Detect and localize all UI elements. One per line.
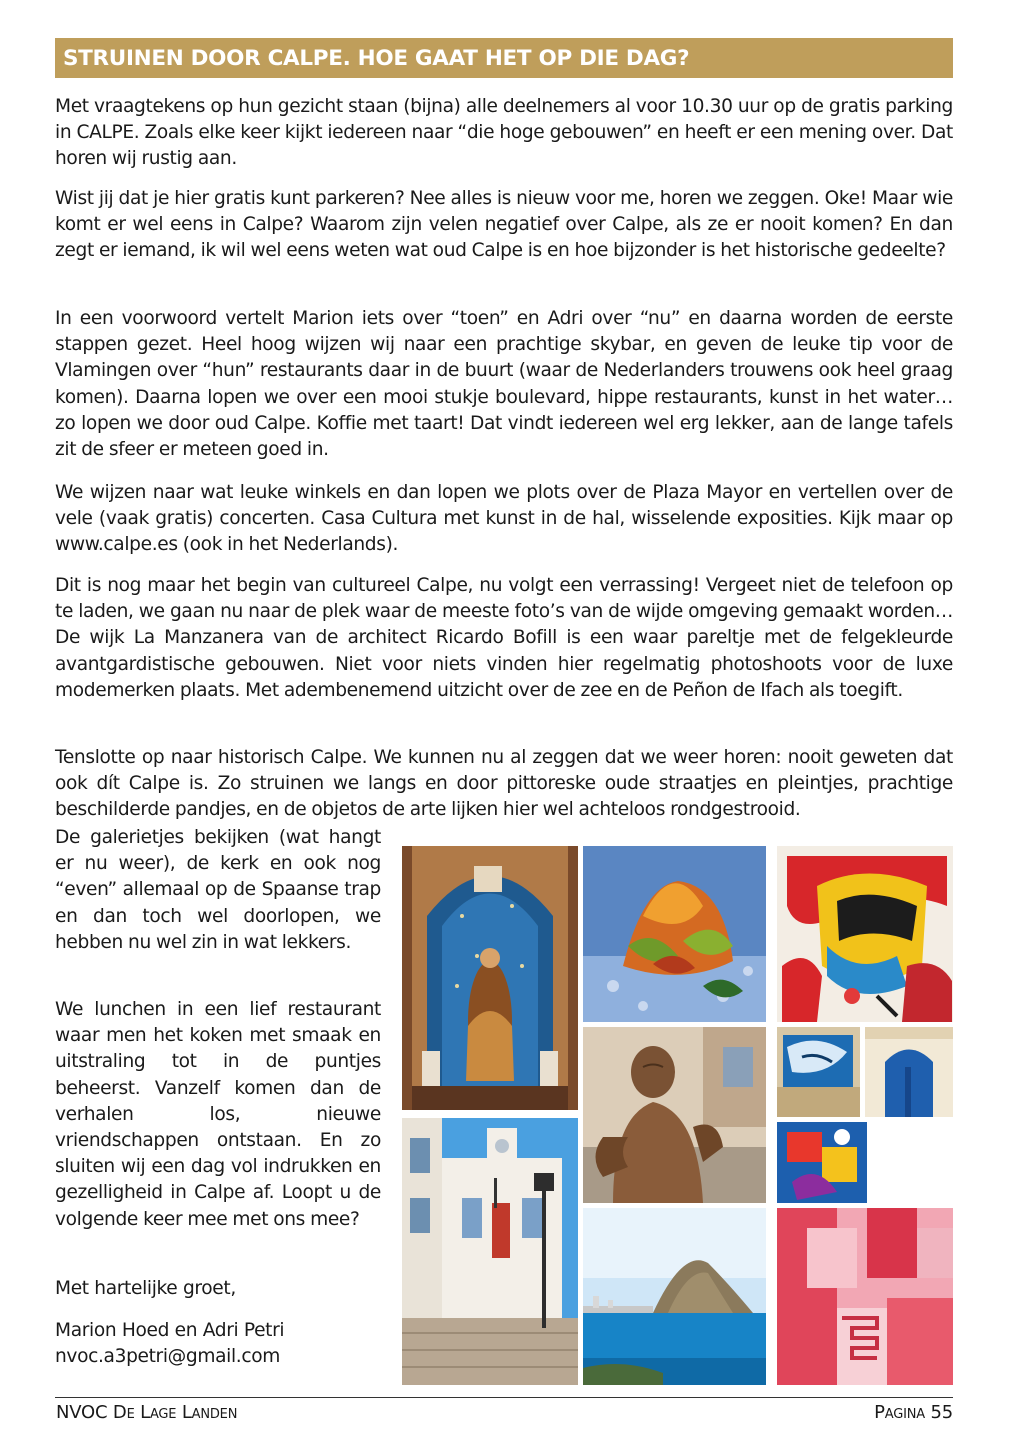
column-paragraph-1: De galerietjes bekijken (wat hangt er nu weer), de kerk en ook nog “even” allemaal op de Spaanse trap en dan toch wel doorlopen, we hebben nu wel zin in wat lekkers. <box>55 827 381 953</box>
photo-blue-art <box>777 1027 860 1117</box>
column-paragraph-2: We lunchen in een lief restaurant waar men het koken met smaak en uitstraling tot in de puntjes beheerst. Vanzelf komen dan de verhalen los, nieuwe vriendschappen ontstaan. En zo sluiten wij een dag vol indrukken en gezelligheid in Calpe af. Loopt u de volgende keer mee met ons mee? <box>55 999 381 1230</box>
footer-divider <box>55 1397 953 1398</box>
signature-names: Marion Hoed en Adri Petri <box>55 1320 285 1341</box>
photo-mural <box>777 1122 867 1203</box>
paragraph-6: Tenslotte op naar historisch Calpe. We kunnen nu al zeggen dat we weer horen: nooit geweten dat ook dít Calpe is. Zo struinen we langs en door pittoreske oude straatjes en pleintjes, prachtige beschilderde pandjes, en de objetos de arte lijken hier wel achteloos rondgestrooid. <box>55 747 953 821</box>
article-title: STRUINEN DOOR CALPE. HOE GAAT HET OP DIE DAG? <box>55 38 953 78</box>
footer-page-number: Pagina 55 <box>874 1402 953 1423</box>
paragraph-4: We wijzen naar wat leuke winkels en dan lopen we plots over de Plaza Mayor en vertellen over de vele (vaak gratis) concerten. Casa Cultura met kunst in de hal, wisselende exposities. Kijk maar op www.calpe.es (ook in het Nederlands). <box>55 482 953 556</box>
paragraph-1: Met vraagtekens op hun gezicht staan (bijna) alle deelnemers al voor 10.30 uur op de gratis parking in CALPE. Zoals elke keer kijkt iedereen naar “die hoge gebouwen” en heeft er een mening over. Dat horen wij rustig aan. <box>55 96 953 170</box>
paragraph-5: Dit is nog maar het begin van cultureel Calpe, nu volgt een verrassing! Vergeet niet de telefoon op te laden, we gaan nu naar de plek waar de meeste foto’s van de wijde omgeving gemaakt worden… De wijk La Manzanera van de architect Ricardo Bofill is een waar pareltje met de felgekleurde avantgardistische gebouwen. Niet voor niets vinden hier regelmatig photoshoots voor de luxe modemerken plaats. Met adembenemend uitzicht over de zee en de Peñon de Ifach als toegift. <box>55 575 953 701</box>
photo-bronze-statue <box>583 1027 766 1203</box>
photo-church-statue <box>402 846 578 1110</box>
photo-muralla-roja <box>777 1208 953 1385</box>
photo-penon-de-ifach <box>583 1208 766 1385</box>
photo-town-hall <box>402 1118 578 1385</box>
footer-publication-name: NVOC De Lage Landen <box>56 1402 238 1423</box>
paragraph-3: In een voorwoord vertelt Marion iets over “toen” en Adri over “nu” en daarna worden de eerste stappen gezet. Heel hoog wijzen wij naar een prachtige skybar, en geven de leuke tip voor de Vlamingen over “hun” restaurants daar in de buurt (waar de Nederlanders trouwens ook heel graag komen). Daarna lopen we over een mooi stukje boulevard, hippe restaurants, kunst in het water… zo lopen we door oud Calpe. Koffie met taart! Dat vindt iedereen wel erg lekker, aan de lange tafels zit de sfeer er meteen goed in. <box>55 308 953 461</box>
paragraph-2: Wist jij dat je hier gratis kunt parkeren? Nee alles is nieuw voor me, horen we zeggen. Oke! Maar wie komt er wel eens in Calpe? Waarom zijn velen negatief over Calpe, als ze er nooit komen? En dan zegt er iemand, ik wil wel eens weten wat oud Calpe is en hoe bijzonder is het historische gedeelte? <box>55 188 953 262</box>
closing-greeting: Met hartelijke groet, <box>55 1278 236 1299</box>
photo-collage <box>402 846 953 1385</box>
photo-blue-door <box>865 1027 953 1117</box>
photo-food <box>583 846 766 1022</box>
signature-email: nvoc.a3petri@gmail.com <box>55 1346 281 1367</box>
photo-mask-painting <box>777 846 953 1022</box>
